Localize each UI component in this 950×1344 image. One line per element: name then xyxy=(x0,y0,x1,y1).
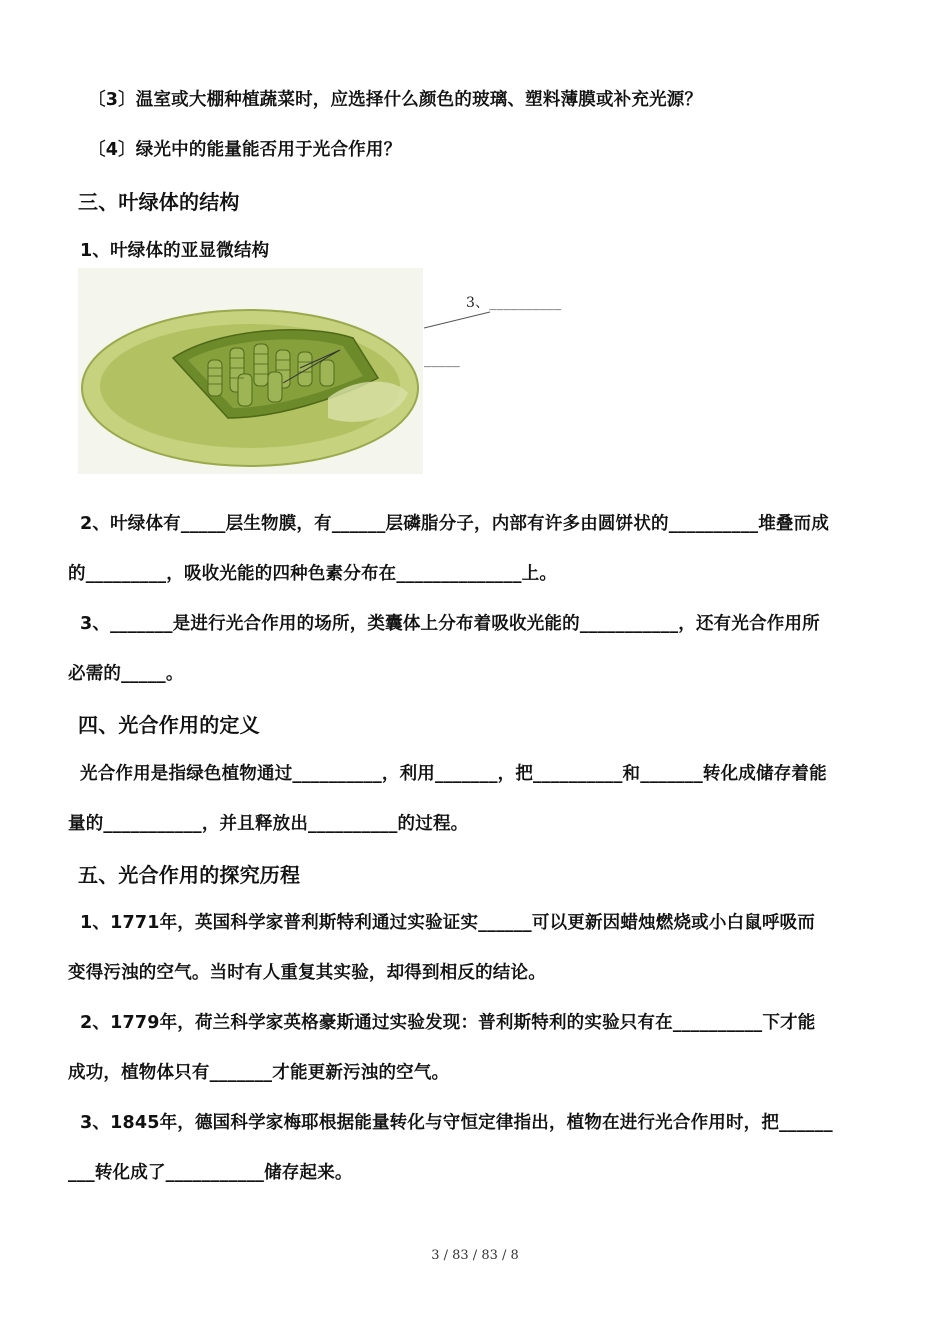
section-3-para-2-line-2: 的_________，吸收光能的四种色素分布在______________上。 xyxy=(68,564,558,584)
question-3: 〔3〕温室或大棚种植蔬菜时，应选择什么颜色的玻璃、塑料薄膜或补充光源？ xyxy=(88,90,703,110)
section-5-para-2-line-1: 2、1779年，荷兰科学家英格豪斯通过实验发现：普利斯特利的实验只有在__________下才能 xyxy=(80,1013,816,1033)
section-3-para-2-line-1: 2、叶绿体有_____层生物膜，有______层磷脂分子，内部有许多由圆饼状的__________堆叠而成 xyxy=(80,514,830,534)
chloroplast-diagram xyxy=(78,268,423,474)
section-3-para-3-line-2: 必需的_____。 xyxy=(68,664,184,684)
section-5-para-2-line-2: 成功，植物体只有_______才能更新污浊的空气。 xyxy=(68,1063,450,1083)
question-4: 〔4〕绿光中的能量能否用于光合作用？ xyxy=(88,140,402,160)
label-leaders xyxy=(420,300,600,380)
section-5-para-3-line-1: 3、1845年，德国科学家梅耶根据能量转化与守恒定律指出，植物在进行光合作用时，把______ xyxy=(80,1113,833,1133)
page-number: 3 / 83 / 83 / 8 xyxy=(431,1248,519,1263)
section-5-para-1-line-2: 变得污浊的空气。当时有人重复其实验，却得到相反的结论。 xyxy=(68,963,546,983)
section-4-heading: 四、光合作用的定义 xyxy=(78,713,260,737)
figure-label-3: 3、__________ xyxy=(466,295,562,311)
section-3-heading: 三、叶绿体的结构 xyxy=(78,190,240,214)
section-5-para-1-line-1: 1、1771年，英国科学家普利斯特利通过实验证实______可以更新因蜡烛燃烧或小白鼠呼吸而 xyxy=(80,913,816,933)
section-3-subheading: 1、叶绿体的亚显微结构 xyxy=(80,241,270,261)
section-5-para-3-line-2: ___转化成了___________储存起来。 xyxy=(68,1163,353,1183)
section-4-line-2: 量的___________，并且释放出__________的过程。 xyxy=(68,814,469,834)
section-5-heading: 五、光合作用的探究历程 xyxy=(78,863,301,887)
figure-label-blank: _____ xyxy=(424,352,460,368)
section-3-para-3-line-1: 3、_______是进行光合作用的场所，类囊体上分布着吸收光能的___________，还有光合作用所 xyxy=(80,614,820,634)
section-4-line-1: 光合作用是指绿色植物通过__________，利用_______，把__________和_______转化成储存着能 xyxy=(80,764,827,784)
